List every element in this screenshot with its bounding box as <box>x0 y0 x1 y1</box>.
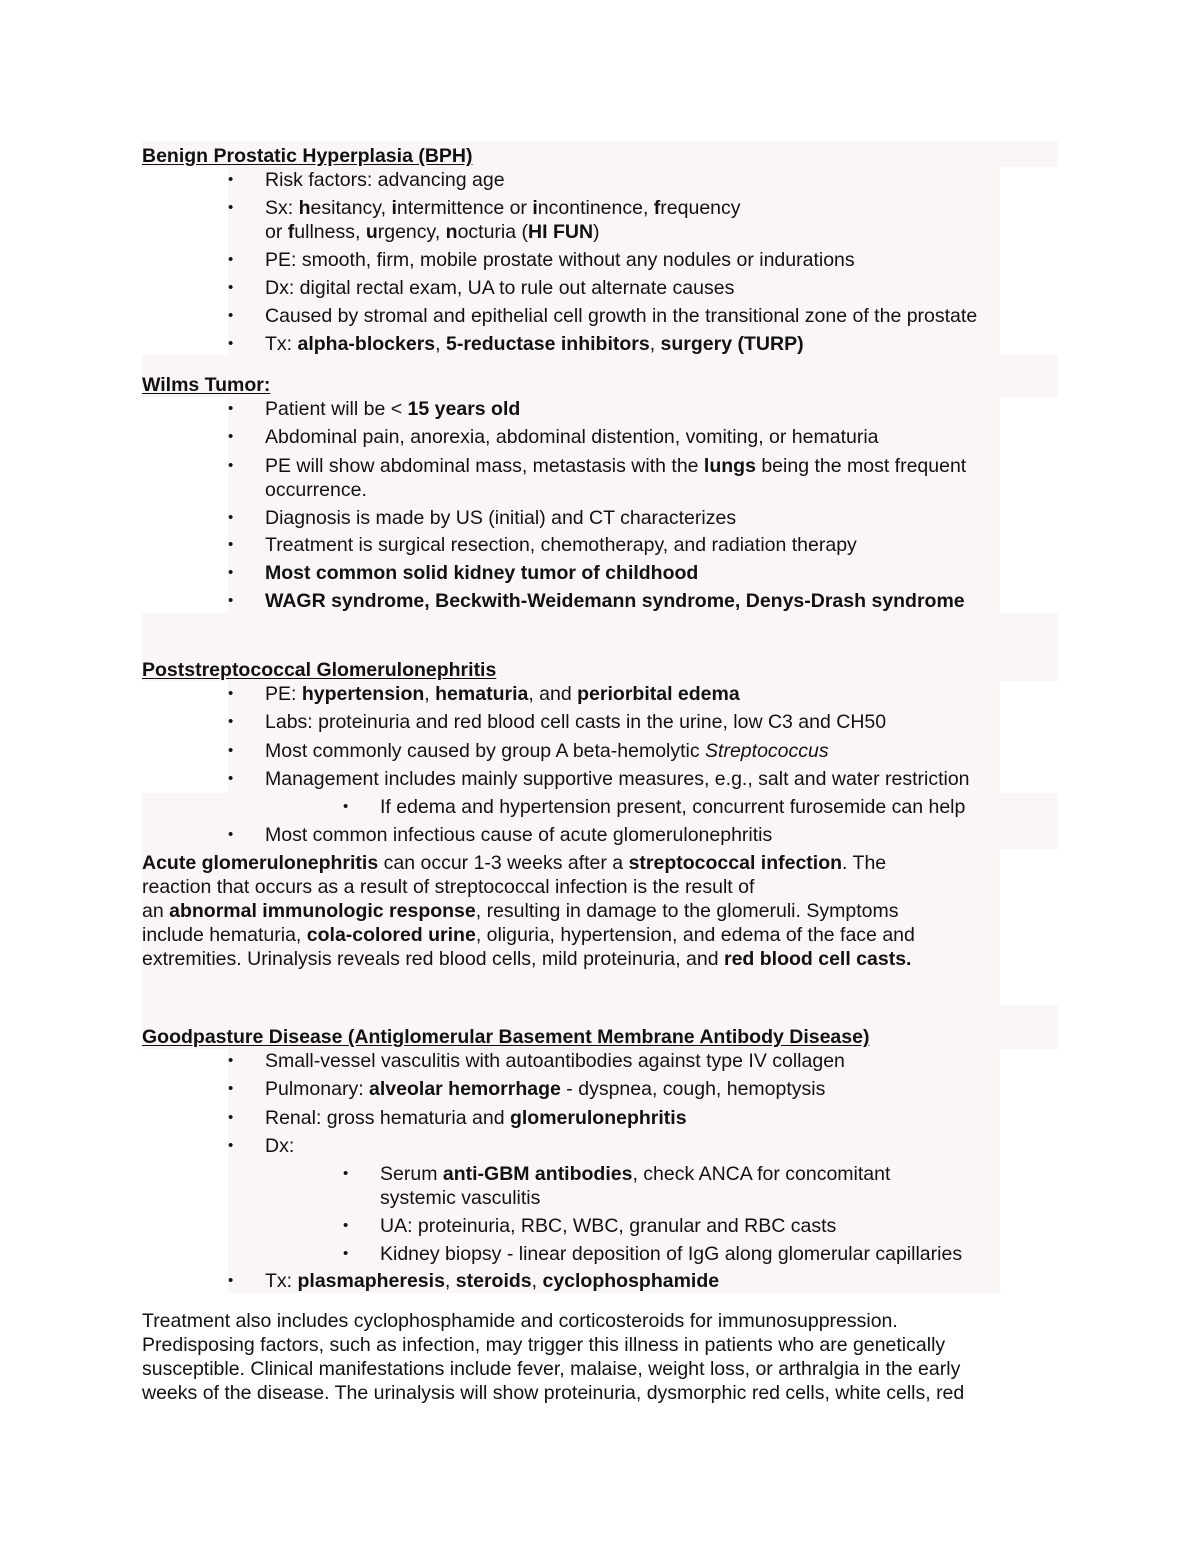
bullet: • <box>228 592 234 609</box>
bullet: • <box>228 171 234 188</box>
bullet: • <box>228 564 234 581</box>
bullet: • <box>343 1217 349 1234</box>
list-item: • PE will show abdominal mass, metastasis with the lungs being the most frequent occurrence. <box>228 455 967 501</box>
bullet: • <box>343 1165 349 1182</box>
list-item: • Management includes mainly supportive measures, e.g., salt and water restriction <box>228 768 970 790</box>
list-item: • Diagnosis is made by US (initial) and CT characterizes <box>228 507 737 529</box>
list-item: • Treatment is surgical resection, chemotherapy, and radiation therapy <box>228 534 857 556</box>
list-item: • Tx: alpha-blockers, 5-reductase inhibitors, surgery (TURP) <box>228 333 804 355</box>
bullet: • <box>228 199 234 216</box>
bullet: • <box>228 251 234 268</box>
sub-list-item: • Serum anti-GBM antibodies, check ANCA for concomitant systemic vasculitis <box>343 1163 891 1209</box>
bullet: • <box>228 1109 234 1126</box>
list-item: • Small-vessel vasculitis with autoantibodies against type IV collagen <box>228 1050 845 1072</box>
bullet: • <box>228 536 234 553</box>
list-item: • Pulmonary: alveolar hemorrhage - dyspnea, cough, hemoptysis <box>228 1078 826 1100</box>
bullet: • <box>228 1272 234 1289</box>
bullet: • <box>228 428 234 445</box>
list-item: • PE: hypertension, hematuria, and periorbital edema <box>228 683 740 705</box>
bullet: • <box>228 1052 234 1069</box>
bullet: • <box>228 509 234 526</box>
paragraph-goodpasture: Treatment also includes cyclophosphamide and corticosteroids for immunosuppression. Predisposing factors, such as infection, may trigger this illness in patients who are genetically susceptible. Clinical manifestations include fever, malaise, weight loss, or arthralgia in the early weeks of the disease. The urinalysis will show proteinuria, dysmorphic red cells, white cells, red <box>142 1310 965 1404</box>
list-item: • Most common infectious cause of acute glomerulonephritis <box>228 824 773 846</box>
list-item: • Sx: hesitancy, intermittence or incontinence, frequency or fullness, urgency, nocturia (HI FUN) <box>228 197 741 243</box>
list-item: • PE: smooth, firm, mobile prostate without any nodules or indurations <box>228 249 855 271</box>
bullet: • <box>343 798 349 815</box>
list-item: • Patient will be < 15 years old <box>228 398 521 420</box>
paragraph-psgn: Acute glomerulonephritis can occur 1-3 weeks after a streptococcal infection. The reaction that occurs as a result of streptococcal infection is the result of an abnormal immunologic response, resulting in damage to the glomeruli. Symptoms include hematuria, cola-colored urine, oliguria, hypertension, and edema of the face and extremities. Urinalysis reveals red blood cells, mild proteinuria, and red blood cell casts. <box>142 852 915 970</box>
bullet: • <box>228 335 234 352</box>
list-item: • Labs: proteinuria and red blood cell casts in the urine, low C3 and CH50 <box>228 711 887 733</box>
bullet: • <box>228 400 234 417</box>
section-heading-psgn: Poststreptococcal Glomerulonephritis <box>142 659 497 681</box>
mnemonic: HI FUN <box>528 221 594 243</box>
list-item: • Tx: plasmapheresis, steroids, cyclophosphamide <box>228 1270 720 1292</box>
bullet: • <box>343 1245 349 1262</box>
bullet: • <box>228 457 234 474</box>
list-item: • Most commonly caused by group A beta-hemolytic Streptococcus <box>228 740 829 762</box>
section-heading-wilms: Wilms Tumor: <box>142 374 271 396</box>
list-item: • WAGR syndrome, Beckwith-Weidemann syndrome, Denys-Drash syndrome <box>228 590 965 612</box>
bullet: • <box>228 279 234 296</box>
bullet: • <box>228 685 234 702</box>
sub-list-item: • Kidney biopsy - linear deposition of IgG along glomerular capillaries <box>343 1243 963 1265</box>
list-item: • Renal: gross hematuria and glomerulonephritis <box>228 1107 687 1129</box>
list-item: • Caused by stromal and epithelial cell growth in the transitional zone of the prostate <box>228 305 978 327</box>
list-item: • Risk factors: advancing age <box>228 169 505 191</box>
bullet: • <box>228 1080 234 1097</box>
list-item: • Dx: digital rectal exam, UA to rule out alternate causes <box>228 277 735 299</box>
highlight-band <box>142 355 1058 397</box>
bullet: • <box>228 1137 234 1154</box>
bullet: • <box>228 713 234 730</box>
bullet: • <box>228 307 234 324</box>
list-item: • Abdominal pain, anorexia, abdominal distention, vomiting, or hematuria <box>228 426 879 448</box>
sub-list-item: • If edema and hypertension present, concurrent furosemide can help <box>343 796 966 818</box>
list-item: • Most common solid kidney tumor of childhood <box>228 562 699 584</box>
bullet: • <box>228 826 234 843</box>
bullet: • <box>228 742 234 759</box>
section-heading-goodpasture: Goodpasture Disease (Antiglomerular Basement Membrane Antibody Disease) <box>142 1026 870 1048</box>
section-heading-bph: Benign Prostatic Hyperplasia (BPH) <box>142 145 473 167</box>
bullet: • <box>228 770 234 787</box>
list-item: • Dx: <box>228 1135 295 1157</box>
sub-list-item: • UA: proteinuria, RBC, WBC, granular and RBC casts <box>343 1215 837 1237</box>
